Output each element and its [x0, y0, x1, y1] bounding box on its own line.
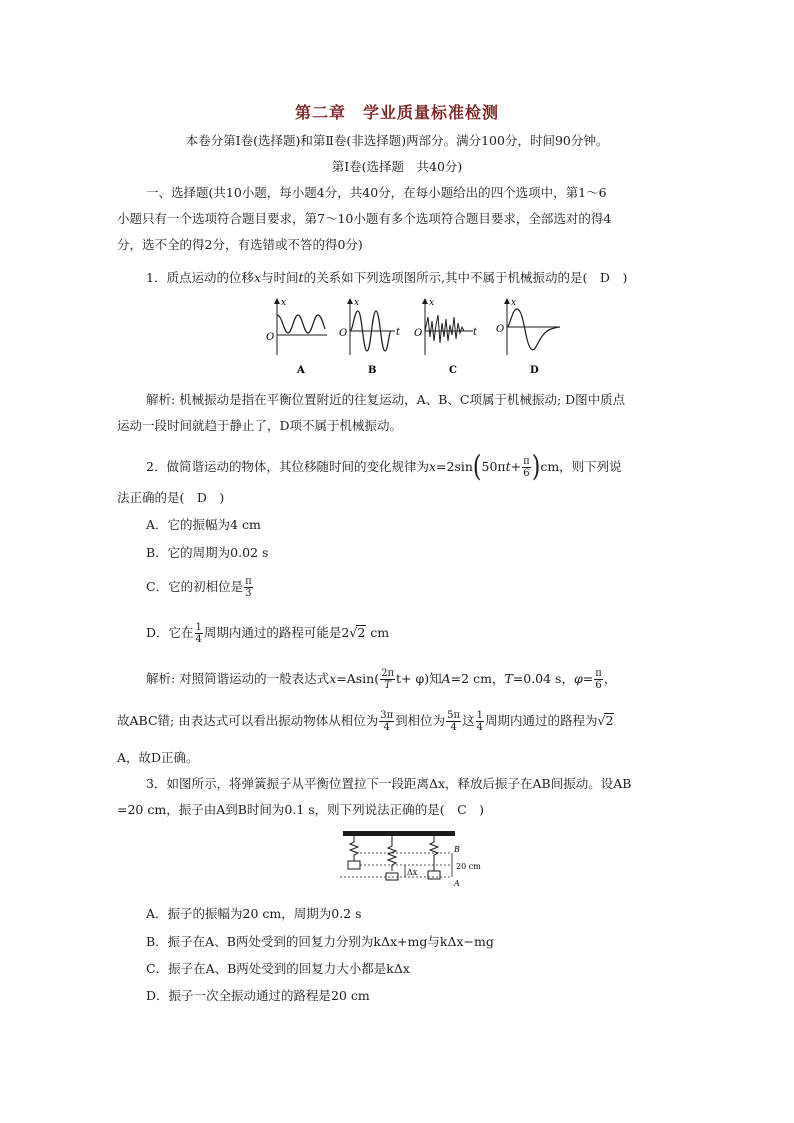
q2-analysis-text: =2 cm， [450, 671, 505, 686]
q2-ana-frac-num: 2π [381, 668, 395, 679]
q3-option-c: C．振子在A、B两处受到的回复力大小都是kΔx [146, 961, 410, 976]
q2-analysis-text: 解析: 对照简谐运动的一般表达式 [146, 671, 330, 686]
sqrt-sign: √ [349, 625, 358, 640]
fig-delta-x: Δx [407, 868, 418, 877]
question-2-stem [146, 452, 622, 482]
graph-c-origin: O [414, 328, 423, 339]
graph-b-axis-t: t [396, 327, 401, 338]
q2-ana-frac-den: T [384, 680, 391, 691]
q2-optd-text: D．它在 [146, 625, 194, 640]
q2-fraction [522, 456, 531, 479]
q2-analysis-text: = [582, 671, 594, 686]
section-instructions-line2: 小题只有一个选项符合题目要求，第7～10小题有多个选项符合题目要求，全部选对的得4 [117, 211, 612, 226]
q2-ana2-radicand: 2 [605, 713, 614, 728]
q2-optd-radicand: 2 [357, 625, 366, 640]
sqrt-sign: √ [597, 713, 606, 728]
q2-paren-open: ( [472, 450, 482, 484]
q2-frac-num: π [523, 456, 530, 467]
q2-optd-unit: cm [366, 625, 390, 640]
q1-analysis-line1: 解析: 机械振动是指在平衡位置附近的往复运动，A、B、C项属于机械振动; D图中质点 [146, 392, 626, 407]
q2-ana2-fraction [446, 710, 461, 733]
q2-option-a: A．它的振幅为4 cm [146, 517, 261, 532]
q2-optd-den: 4 [195, 634, 202, 645]
q2-option-d [146, 620, 389, 646]
q2-stem-line2: 法正确的是( D ) [117, 490, 225, 505]
q2-ana2-den: 4 [476, 722, 483, 733]
q2-analysis-text: ， [603, 671, 617, 686]
q2-analysis-text: 故ABC错; 由表达式可以看出振动物体从相位为 [117, 713, 379, 728]
mass-bottom [428, 871, 440, 879]
part-one-heading: 第Ⅰ卷(选择题 共40分) [331, 159, 463, 174]
q2-analysis-text: =0.04 s， [512, 671, 574, 686]
springs [350, 836, 438, 871]
q3-option-b: B．振子在A、B两处受到的回复力分别为kΔx+mg与kΔx−mg [146, 934, 494, 949]
graph-d-axis-x: x [511, 298, 517, 308]
q2-option-b: B．它的周期为0.02 s [146, 545, 269, 560]
fig-label-a: A [454, 879, 460, 888]
q2-ana-fraction [594, 668, 603, 691]
graph-d-label: D [530, 365, 539, 376]
graph-b-label: B [368, 365, 377, 376]
q2-eq-part: =2sin [436, 459, 473, 474]
mass-top [348, 861, 360, 869]
graph-d [496, 298, 560, 376]
fig-label-b: B [454, 845, 460, 854]
q2-analysis-text: =Asin( [336, 671, 380, 686]
q2-eq-part: cm，则下列说 [540, 459, 622, 474]
graph-d-origin: O [496, 324, 505, 335]
question-3-stem-line1: 3．如图所示，将弹簧振子从平衡位置拉下一段距离Δx，释放后振子在AB间振动。设AB [146, 776, 632, 791]
q2-eq-part: + [510, 459, 522, 474]
q2-stem-part: 2．做简谐运动的物体，其位移随时间的变化规律为 [146, 459, 429, 474]
graph-b [339, 298, 401, 376]
graph-b-axis-x: x [354, 298, 360, 308]
q2-var-x: x [428, 459, 437, 474]
q2-optc-den: 3 [245, 588, 252, 599]
graph-a [266, 298, 327, 376]
section-instructions-line1: 一、选择题(共10小题，每小题4分，共40分，在每小题给出的四个选项中，第1～6 [146, 185, 607, 200]
q2-ana-var-a: A [441, 671, 451, 686]
q2-frac-den: 6 [523, 468, 530, 479]
q2-ana-fraction [380, 668, 395, 691]
q1-analysis-line2: 运动一段时间就趋于静止了，D项不属于机械振动。 [117, 418, 403, 433]
question-1-stem [146, 270, 627, 286]
q2-ana-var-phi: φ [573, 671, 583, 686]
q2-paren-close: ) [531, 450, 541, 484]
q2-analysis-line3: A，故D正确。 [117, 750, 199, 765]
q2-ana2-num: 3π [380, 710, 394, 721]
q2-optd-num: 1 [195, 622, 202, 633]
q2-analysis-text: t+ φ)知 [396, 671, 442, 686]
q3-option-d: D．振子一次全振动通过的路程是20 cm [146, 988, 370, 1003]
q2-ana2-fraction [379, 710, 394, 733]
q3-spring-figure [340, 828, 490, 888]
q2-analysis-text: 到相位为 [395, 713, 446, 728]
q1-var-t: t [298, 270, 304, 285]
exam-intro: 本卷分第Ⅰ卷(选择题)和第Ⅱ卷(非选择题)两部分。满分100分，时间90分钟。 [185, 133, 609, 148]
question-3-stem-line2: =20 cm，振子由A到B时间为0.1 s，则下列说法正确的是( C ) [117, 802, 485, 817]
q2-optd-fraction [195, 622, 203, 645]
q2-option-c [146, 574, 254, 600]
graph-a-axis-x: x [281, 298, 287, 308]
q1-stem-part: 与时间 [261, 270, 299, 285]
graph-a-label: A [297, 365, 305, 376]
q2-ana2-num: 1 [476, 710, 483, 721]
q2-analysis-line2 [117, 707, 614, 735]
q2-optc-text: C．它的初相位是 [146, 579, 244, 594]
graph-c [414, 298, 478, 376]
graph-c-label: C [449, 365, 457, 376]
q1-stem-part: 的关系如下列选项图所示,其中不属于机械振动的是( D ) [303, 270, 628, 285]
q2-var-t: t [505, 459, 511, 474]
ceiling-bar [343, 831, 455, 836]
mass-middle [386, 873, 398, 880]
q2-ana2-fraction [476, 710, 484, 733]
q2-analysis-text: 周期内通过的路程为 [484, 713, 598, 728]
graph-c-axis-x: x [429, 298, 435, 308]
q2-optd-text: 周期内通过的路程可能是2 [203, 625, 350, 640]
q1-graphs-figure [255, 293, 565, 383]
q2-ana2-den: 4 [450, 722, 457, 733]
fig-length: 20 cm [456, 862, 481, 871]
section-instructions-line3: 分，选不全的得2分，有选错或不答的得0分) [117, 237, 363, 252]
q2-ana2-num: 5π [447, 710, 461, 721]
graph-c-axis-t: t [473, 327, 478, 338]
q2-eq-part: 50π [481, 459, 506, 474]
q2-ana2-den: 4 [383, 722, 390, 733]
q2-ana-var-t: T [504, 671, 513, 686]
q1-var-x: x [253, 270, 262, 285]
graph-a-origin: O [266, 332, 275, 343]
q2-optc-fraction [244, 576, 253, 599]
q2-ana-frac-num: π [595, 668, 602, 679]
q3-option-a: A．振子的振幅为20 cm，周期为0.2 s [146, 906, 362, 921]
q2-analysis-line1 [146, 665, 616, 693]
q2-optc-num: π [245, 576, 252, 587]
q2-analysis-text: 这 [462, 713, 475, 728]
q2-ana-frac-den: 6 [595, 680, 602, 691]
graph-b-origin: O [339, 328, 348, 339]
page-title: 第二章 学业质量标准检测 [294, 103, 499, 122]
q2-ana-var-x: x [329, 671, 337, 686]
q1-stem-part: 1．质点运动的位移 [146, 270, 254, 285]
